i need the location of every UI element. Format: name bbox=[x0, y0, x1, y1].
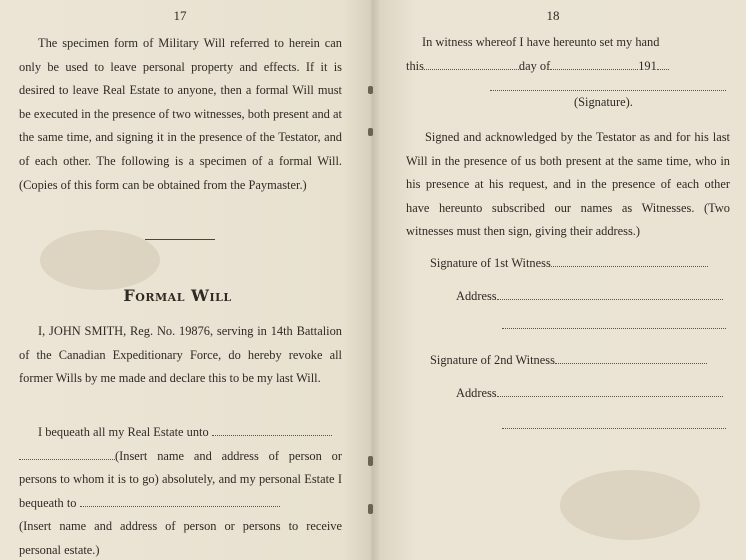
left-page bbox=[0, 0, 370, 560]
insert-name-instruction-2: (Insert name and address of person or persons to receive personal estate.) bbox=[19, 519, 342, 557]
real-estate-beneficiary-blank[interactable] bbox=[212, 424, 332, 436]
year-label: 191 bbox=[638, 59, 657, 74]
page-number: 17 bbox=[173, 8, 187, 23]
witness2-signature-blank[interactable] bbox=[555, 352, 707, 364]
address2-blank[interactable] bbox=[497, 385, 723, 397]
witness2-row bbox=[430, 352, 707, 368]
witness1-row bbox=[430, 255, 708, 271]
address1-row bbox=[456, 288, 723, 304]
witness2-label: Signature of 2nd Witness bbox=[430, 353, 555, 368]
day-blank[interactable] bbox=[424, 58, 519, 70]
address2-label: Address bbox=[456, 386, 497, 401]
personal-estate-beneficiary-blank[interactable] bbox=[80, 495, 280, 507]
real-estate-beneficiary-blank-continued[interactable] bbox=[19, 447, 115, 459]
revoke-paragraph: I, JOHN SMITH, Reg. No. 19876, serving in 14th Battalion of the Canadian Expeditionary Force, do hereby revoke all former Wills by me made and declare this to be my last Will. bbox=[19, 324, 342, 386]
right-page bbox=[376, 0, 746, 560]
signature-label: (Signature). bbox=[574, 95, 633, 109]
address1-label: Address bbox=[456, 289, 497, 304]
address1-blank[interactable] bbox=[497, 288, 723, 300]
testator-signature-line[interactable] bbox=[490, 76, 726, 91]
bequeath-section bbox=[19, 421, 342, 560]
month-blank[interactable] bbox=[550, 58, 638, 70]
year-blank[interactable] bbox=[657, 58, 669, 70]
witness1-signature-blank[interactable] bbox=[551, 255, 708, 267]
date-line bbox=[406, 58, 669, 74]
address2-row bbox=[456, 385, 723, 401]
formal-will-heading: Formal Will bbox=[123, 286, 232, 305]
insert-name-instruction-1: (Insert name and address of person or persons to whom it is to go) absolutely, and my personal Estate I bequeath to bbox=[19, 448, 342, 510]
section-divider bbox=[145, 239, 215, 240]
page-number: 18 bbox=[546, 8, 560, 23]
address1-blank-continued[interactable] bbox=[502, 316, 726, 329]
witness-whereof-line: In witness whereof I have hereunto set my hand bbox=[422, 35, 660, 49]
intro-paragraph: The specimen form of Military Will referred to herein can only be used to leave personal property and effects. If it is desired to leave Real Estate to anyone, then a formal Will must be executed in the presence of two witnesses, both present and at the same time, and signing it in the presence of the Testator, and of each other. The following is a specimen of a formal Will. (Copies of this form can be obtained from the Paymaster.) bbox=[19, 36, 342, 192]
bequeath-real-text: I bequeath all my Real Estate unto bbox=[38, 425, 209, 439]
address2-blank-continued[interactable] bbox=[502, 416, 726, 429]
signed-acknowledged-paragraph: Signed and acknowledged by the Testator as and for his last Will in the presence of us both present at the same time, who in his presence at his request, and in the presence of each other have hereunto subscribed our names as Witnesses. (Two witnesses must then sign, giving their address.) bbox=[406, 130, 730, 239]
day-of-label: day of bbox=[518, 59, 551, 74]
witness1-label: Signature of 1st Witness bbox=[430, 256, 551, 271]
this-label: this bbox=[406, 59, 424, 74]
